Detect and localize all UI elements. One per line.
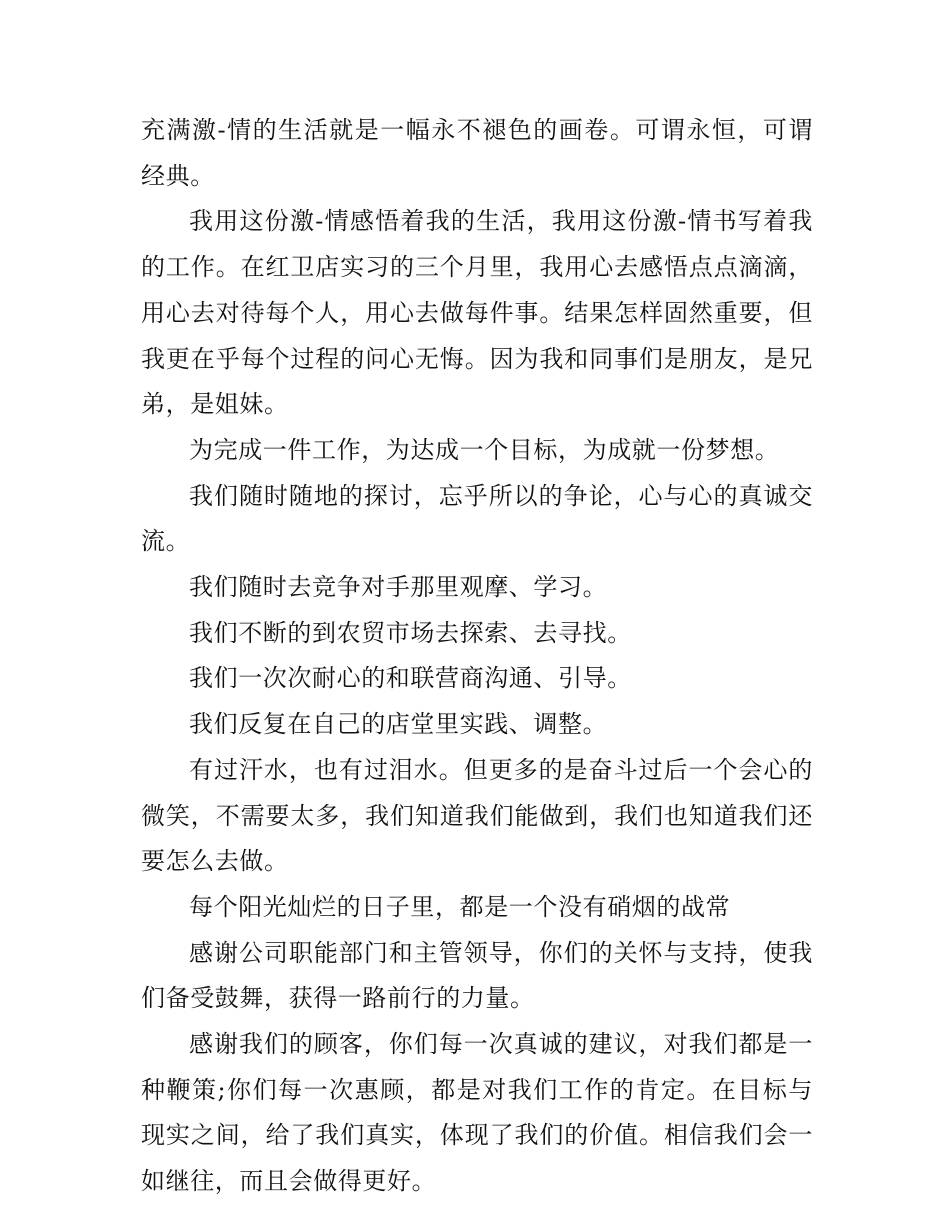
paragraph-3: 为完成一件工作，为达成一个目标，为成就一份梦想。 — [189, 435, 780, 464]
paragraph-1: 充满激-情的生活就是一幅永不褪色的画卷。可谓永恒，可谓经典。 — [141, 116, 813, 190]
paragraph-2: 我用这份激-情感悟着我的生活，我用这份激-情书写着我的工作。在红卫店实习的三个月里，我用心去感悟点点滴滴，用心去对待每个人，用心去做每件事。结果怎样固然重要，但我更在乎每个过程的问心无悔。因为我和同事们是朋友，是兄弟，是姐妹。 — [141, 207, 813, 419]
paragraph-5: 我们随时去竞争对手那里观摩、学习。 — [189, 573, 608, 602]
paragraph-4: 我们随时随地的探讨，忘乎所以的争论，心与心的真诚交流。 — [141, 481, 813, 556]
paragraph-8: 我们反复在自己的店堂里实践、调整。 — [189, 710, 608, 739]
paragraph-12: 感谢我们的顾客，你们每一次真诚的建议，对我们都是一种鞭策;你们每一次惠顾，都是对我们工作的肯定。在目标与现实之间，给了我们真实，体现了我们的价值。相信我们会一如继往，而且会做得更好。 — [141, 1030, 813, 1196]
paragraph-9: 有过汗水，也有过泪水。但更多的是奋斗过后一个会心的微笑，不需要太多，我们知道我们能做到，我们也知道我们还要怎么去做。 — [141, 755, 813, 876]
paragraph-6: 我们不断的到农贸市场去探索、去寻找。 — [189, 618, 632, 647]
paragraph-7: 我们一次次耐心的和联营商沟通、引导。 — [189, 664, 632, 693]
document-body — [141, 108, 813, 1205]
paragraph-11: 感谢公司职能部门和主管领导，你们的关怀与支持，使我们备受鼓舞，获得一路前行的力量。 — [141, 938, 813, 1013]
paragraph-10: 每个阳光灿烂的日子里，都是一个没有硝烟的战常 — [189, 892, 731, 921]
